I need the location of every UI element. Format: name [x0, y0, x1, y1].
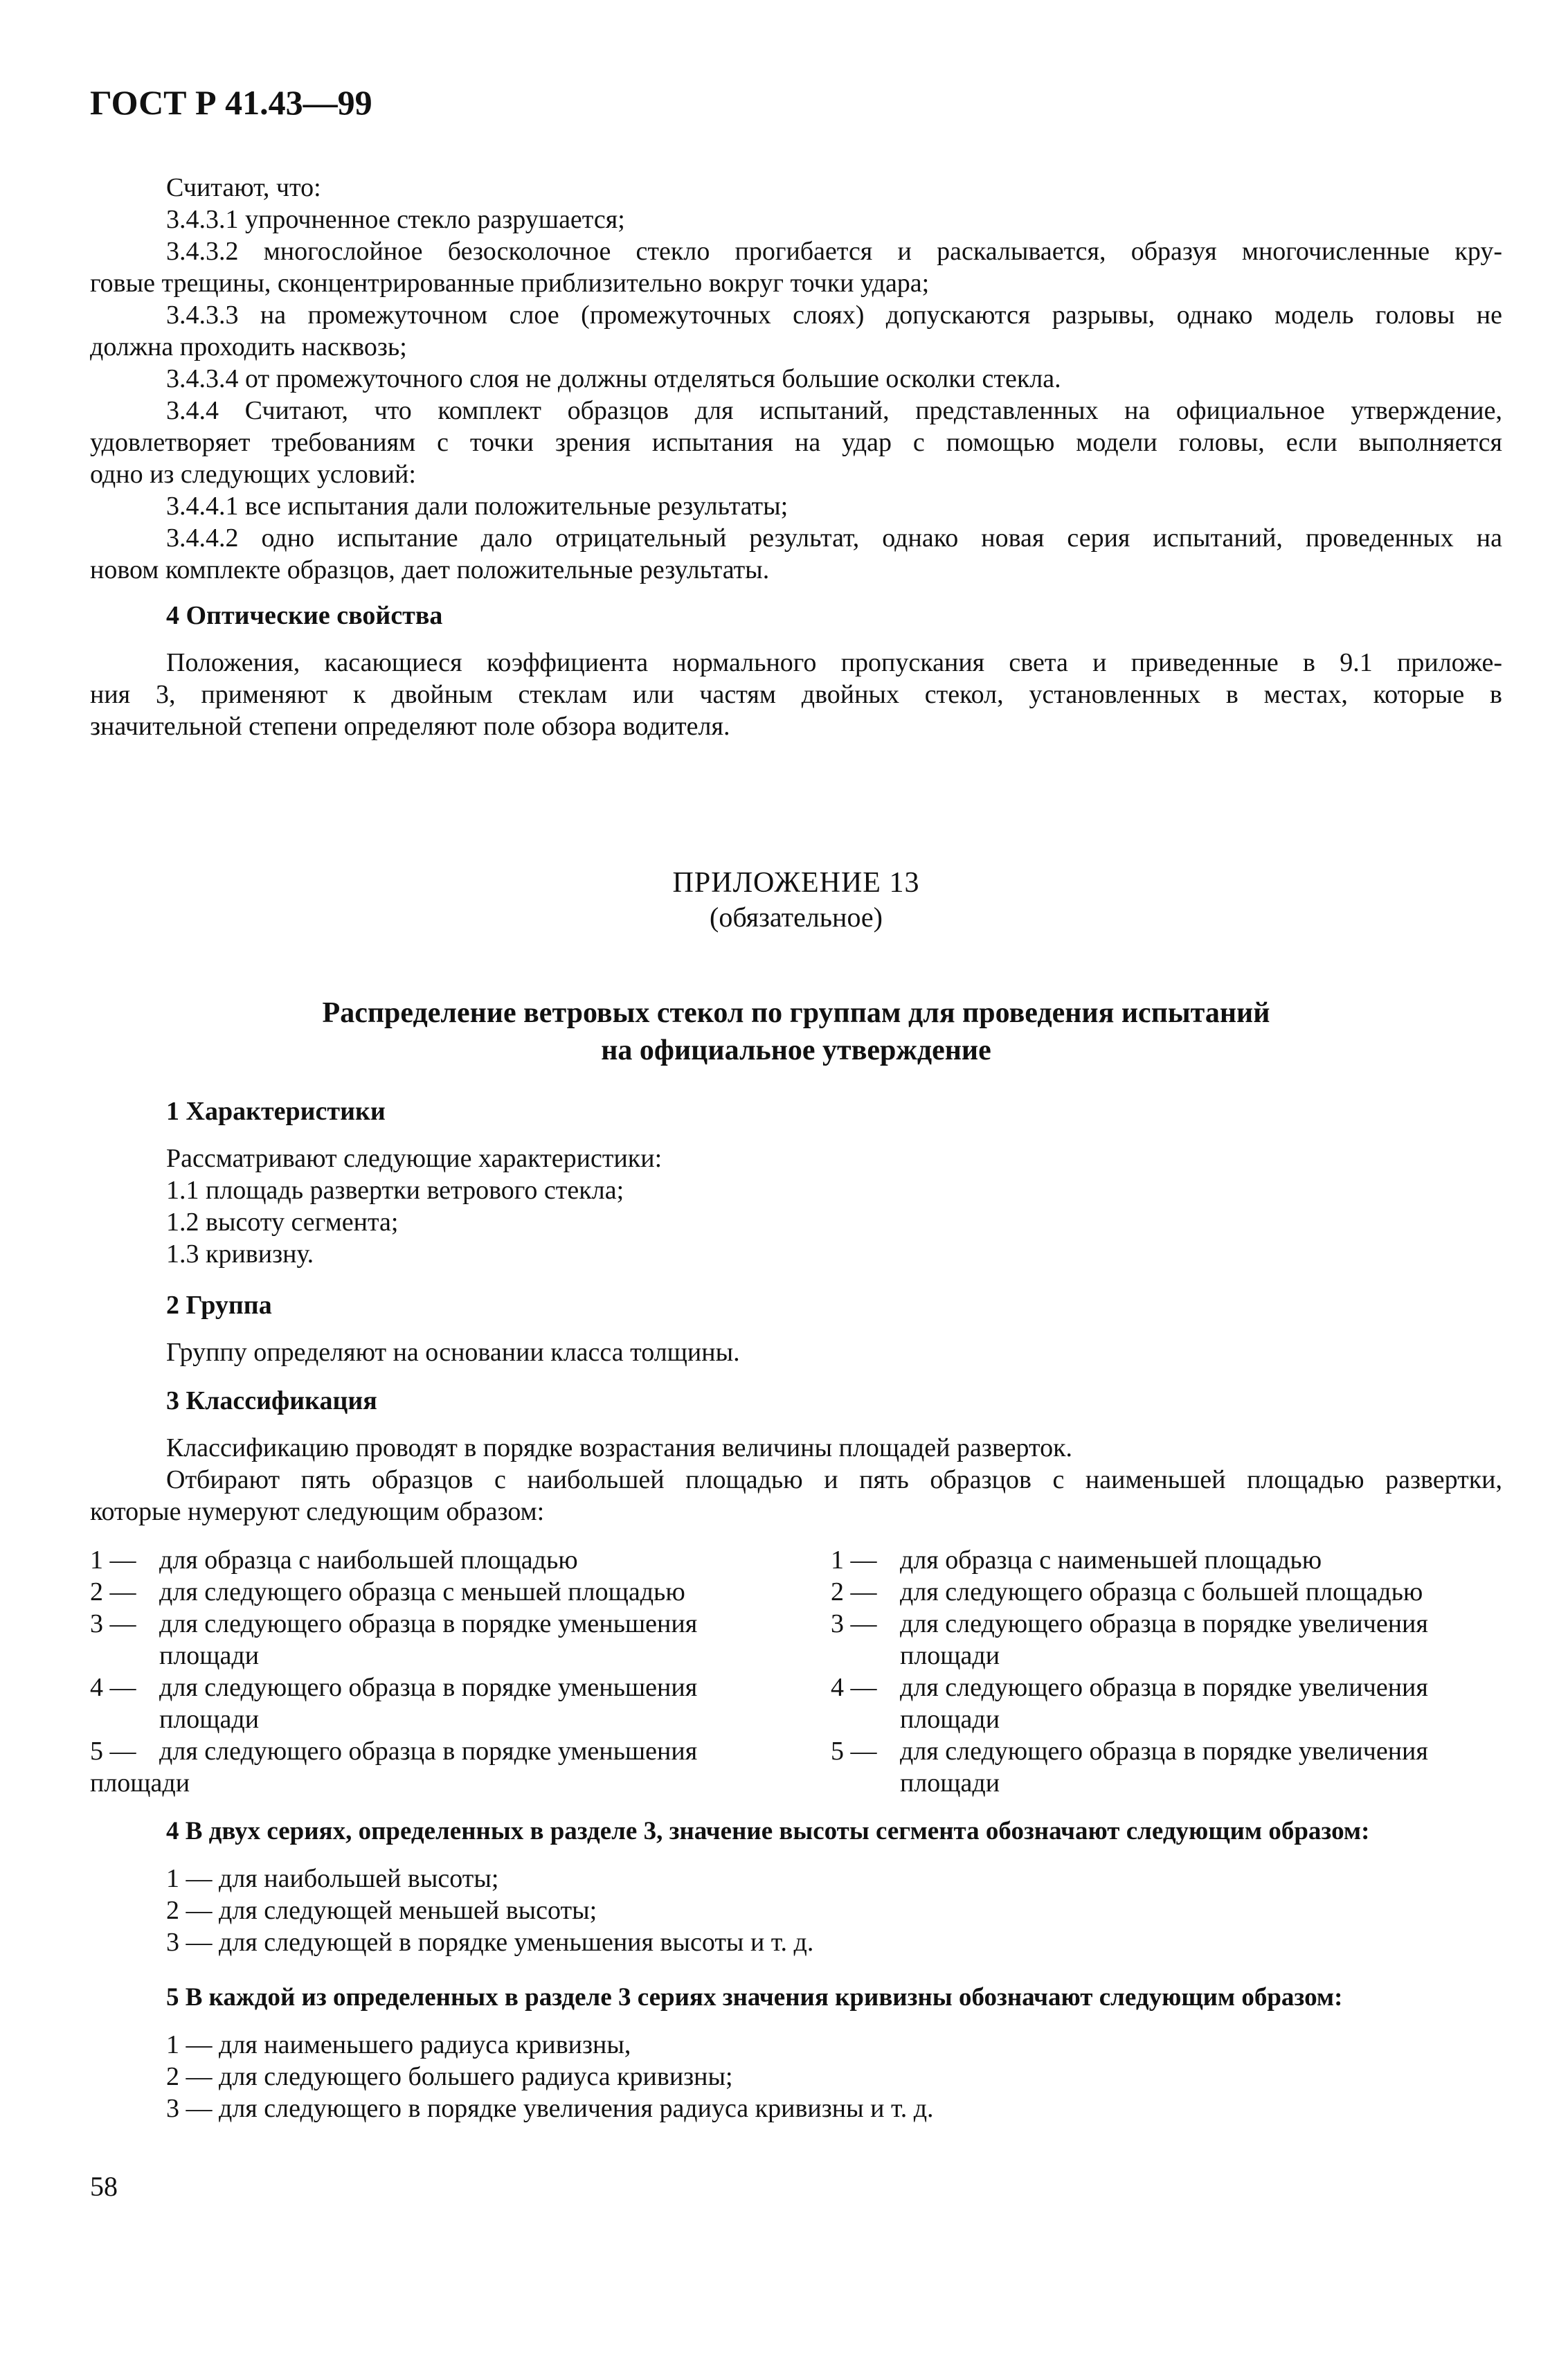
paragraph: 3.4.3.1 упрочненное стекло разрушается; [166, 205, 625, 234]
list-item [90, 1672, 810, 1735]
section-heading: 5 В каждой из определенных в разделе 3 сериях значения кривизны обозначают следующим образом: [166, 1983, 1343, 2012]
document-header: ГОСТ Р 41.43—99 [90, 83, 372, 122]
list-item [831, 1735, 1551, 1799]
top-text-block [90, 172, 1502, 586]
list-number: 4 — [90, 1673, 136, 1702]
list-text: для следующего образца с большей площадью [900, 1577, 1423, 1606]
paragraph: должна проходить насквозь; [90, 332, 407, 361]
list-item [831, 1608, 1551, 1672]
section-heading: 4 Оптические свойства [166, 601, 443, 630]
list-item [831, 1576, 1551, 1608]
list-number: 2 — [831, 1577, 877, 1606]
list-number: 4 — [831, 1673, 877, 1702]
section-heading: 3 Классификация [166, 1386, 377, 1415]
list-number: 5 — [831, 1737, 877, 1766]
paragraph: 2 — для следующего большего радиуса кривизны; [166, 2062, 733, 2091]
section-heading: 4 В двух сериях, определенных в разделе 3, значение высоты сегмента обозначают следующим образом: [166, 1817, 1370, 1845]
list-item [90, 1608, 810, 1672]
appendix-title-line: на официальное утверждение [601, 1035, 991, 1066]
paragraph: Классификацию проводят в порядке возрастания величины площадей разверток. [166, 1433, 1073, 1462]
list-number: 3 — [90, 1609, 136, 1638]
list-text: для следующего образца в порядке увеличения [900, 1737, 1428, 1766]
section-heading: 2 Группа [166, 1291, 272, 1320]
list-item [831, 1544, 1551, 1576]
paragraph: Считают, что: [166, 173, 321, 202]
paragraph: которые нумеруют следующим образом: [90, 1497, 545, 1526]
list-text: для следующего образца с меньшей площадью [159, 1577, 685, 1606]
list-number: 3 — [831, 1609, 877, 1638]
paragraph: говые трещины, сконцентрированные приблизительно вокруг точки удара; [90, 269, 930, 298]
paragraph: одно из следующих условий: [90, 460, 416, 489]
section-characteristics [90, 1095, 1502, 1270]
list-item [90, 1544, 810, 1576]
page-number: 58 [90, 2171, 118, 2202]
list-text: площади [900, 1768, 1000, 1798]
paragraph: 3.4.3.3 на промежуточном слое (промежуточных слоях) допускаются разрывы, однако модель головы не [166, 301, 1502, 330]
list-number: 5 — [90, 1737, 136, 1766]
paragraph: 3.4.3.2 многослойное безосколочное стекло прогибается и раскалывается, образуя многочисленные кру- [166, 237, 1502, 266]
paragraph: Положения, касающиеся коэффициента нормального пропускания света и приведенные в 9.1 приложе- [166, 648, 1502, 677]
paragraph: Рассматривают следующие характеристики: [166, 1144, 663, 1173]
appendix-header [90, 866, 1502, 935]
paragraph: значительной степени определяют поле обзора водителя. [90, 712, 730, 741]
paragraph: новом комплекте образцов, дает положительные результаты. [90, 555, 770, 584]
section-optical [90, 600, 1502, 742]
list-number: 1 — [831, 1546, 877, 1575]
paragraph: 1.2 высоту сегмента; [166, 1208, 399, 1237]
list-text: площади [90, 1768, 190, 1798]
left-numbered-list [90, 1544, 810, 1799]
paragraph: ния 3, применяют к двойным стеклам или частям двойных стекол, установленных в местах, которые в [90, 680, 1502, 709]
paragraph: 1.3 кривизну. [166, 1239, 314, 1269]
section-group [90, 1289, 1502, 1368]
appendix-label: ПРИЛОЖЕНИЕ 13 [672, 867, 920, 899]
appendix-title-line: Распределение ветровых стекол по группам для проведения испытаний [322, 997, 1270, 1029]
section-segment-height [90, 1816, 1502, 1958]
appendix-subtitle: (обязательное) [710, 902, 883, 933]
paragraph: 3.4.4 Считают, что комплект образцов для испытаний, представленных на официальное утверждение, [166, 396, 1502, 425]
list-number: 1 — [90, 1546, 136, 1575]
list-item [90, 1576, 810, 1608]
paragraph: 3.4.4.1 все испытания дали положительные результаты; [166, 492, 788, 521]
list-text: площади [900, 1641, 1000, 1670]
paragraph: 3.4.4.2 одно испытание дало отрицательный результат, однако новая серия испытаний, проведенных на [166, 523, 1502, 553]
paragraph: 3.4.3.4 от промежуточного слоя не должны отделяться большие осколки стекла. [166, 364, 1061, 393]
paragraph: удовлетворяет требованиям с точки зрения испытания на удар с помощью модели головы, если выполняется [90, 428, 1502, 457]
paragraph: Отбирают пять образцов с наибольшей площадью и пять образцов с наименьшей площадью развертки, [166, 1465, 1502, 1494]
list-text: для образца с наименьшей площадью [900, 1546, 1322, 1575]
paragraph: 1 — для наибольшей высоты; [166, 1864, 499, 1893]
list-text: площади [159, 1641, 260, 1670]
list-text: для следующего образца в порядке уменьшения [159, 1737, 698, 1766]
right-numbered-list [831, 1544, 1551, 1799]
section-curvature [90, 1982, 1502, 2124]
paragraph: 1 — для наименьшего радиуса кривизны, [166, 2030, 631, 2059]
list-text: для следующего образца в порядке уменьшения [159, 1673, 698, 1702]
section-classification [90, 1385, 1502, 1528]
list-text: для следующего образца в порядке увеличения [900, 1609, 1428, 1638]
list-item [831, 1672, 1551, 1735]
paragraph: 3 — для следующего в порядке увеличения радиуса кривизны и т. д. [166, 2094, 934, 2123]
paragraph: 3 — для следующей в порядке уменьшения высоты и т. д. [166, 1928, 814, 1957]
list-text: площади [159, 1705, 260, 1734]
list-text: для следующего образца в порядке увеличения [900, 1673, 1428, 1702]
paragraph: 1.1 площадь развертки ветрового стекла; [166, 1176, 624, 1205]
paragraph: 2 — для следующей меньшей высоты; [166, 1896, 597, 1925]
list-text: для следующего образца в порядке уменьшения [159, 1609, 698, 1638]
appendix-title [90, 994, 1502, 1069]
list-text: площади [900, 1705, 1000, 1734]
list-item [90, 1735, 810, 1799]
list-text: для образца с наибольшей площадью [159, 1546, 578, 1575]
paragraph: Группу определяют на основании класса толщины. [166, 1338, 740, 1367]
section-heading: 1 Характеристики [166, 1097, 386, 1126]
list-number: 2 — [90, 1577, 136, 1606]
